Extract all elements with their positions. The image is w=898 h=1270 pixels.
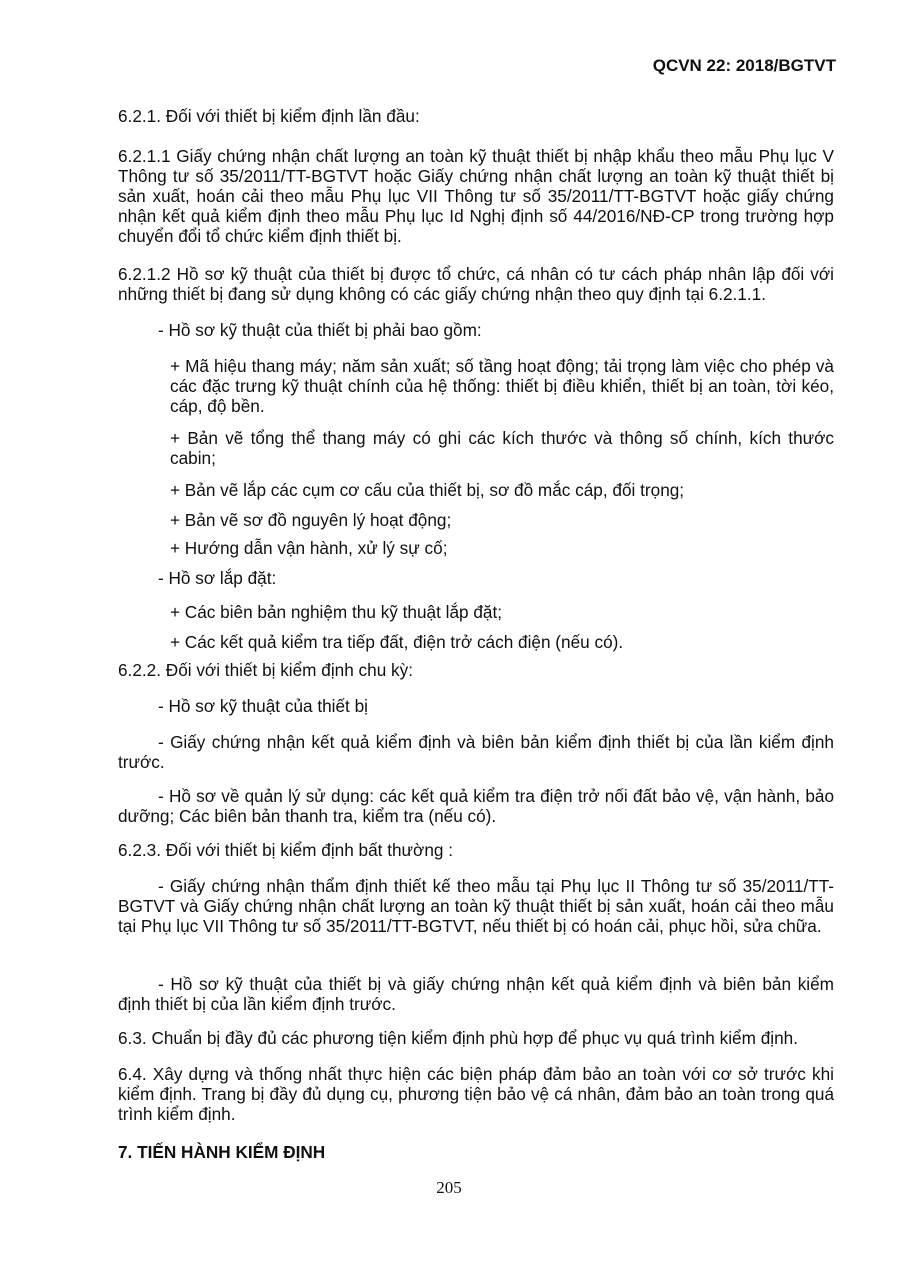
section-6-2-1: 6.2.1. Đối với thiết bị kiểm định lần đầu: — [118, 106, 420, 126]
section-6-4: 6.4. Xây dựng và thống nhất thực hiện các biện pháp đảm bảo an toàn với cơ sở trước khi kiểm định. Trang bị đầy đủ dụng cụ, phương tiện bảo vệ cá nhân, đảm bảo an toàn trong quá trình kiểm định. — [118, 1064, 834, 1124]
list-item-installation-docs: - Hồ sơ lắp đặt: — [158, 568, 277, 588]
list-item-usage-records: - Hồ sơ về quản lý sử dụng: các kết quả kiểm tra điện trở nối đất bảo vệ, vận hành, bảo dưỡng; Các biên bản thanh tra, kiểm tra (nếu có). — [118, 786, 834, 826]
list-item-operation-guide: + Hướng dẫn vận hành, xử lý sự cố; — [170, 538, 448, 558]
list-item-lift-specs: + Mã hiệu thang máy; năm sản xuất; số tầng hoạt động; tải trọng làm việc cho phép và các đặc trưng kỹ thuật chính của hệ thống: thiết bị điều khiển, thiết bị an toàn, tời kéo, cáp, độ bền. — [170, 356, 834, 416]
list-item-design-certificate: - Giấy chứng nhận thẩm định thiết kế theo mẫu tại Phụ lục II Thông tư số 35/2011/TT-BGTVT và Giấy chứng nhận chất lượng an toàn kỹ thuật thiết bị sản xuất, hoán cải theo mẫu tại Phụ lục VII Thông tư số 35/2011/TT-BGTVT, nếu thiết bị có hoán cải, phục hồi, sửa chữa. — [118, 876, 834, 936]
list-item-assembly-drawing: + Bản vẽ lắp các cụm cơ cấu của thiết bị, sơ đồ mắc cáp, đối trọng; — [170, 480, 685, 500]
list-item-schematic: + Bản vẽ sơ đồ nguyên lý hoạt động; — [170, 510, 452, 530]
section-6-3: 6.3. Chuẩn bị đầy đủ các phương tiện kiểm định phù hợp để phục vụ quá trình kiểm định. — [118, 1028, 798, 1048]
paragraph-6-2-1-1: 6.2.1.1 Giấy chứng nhận chất lượng an toàn kỹ thuật thiết bị nhập khẩu theo mẫu Phụ lục V Thông tư số 35/2011/TT-BGTVT hoặc Giấy chứng nhận chất lượng an toàn kỹ thuật thiết bị sản xuất, hoán cải theo mẫu Phụ lục VII Thông tư số 35/2011/TT-BGTVT hoặc giấy chứng nhận kết quả kiểm định theo mẫu Phụ lục Id Nghị định số 44/2016/NĐ-CP trong trường hợp chuyển đổi tổ chức kiểm định thiết bị. — [118, 146, 834, 246]
document-code-header: QCVN 22: 2018/BGTVT — [652, 56, 836, 75]
section-7-heading: 7. TIẾN HÀNH KIỂM ĐỊNH — [118, 1142, 326, 1162]
list-item-acceptance-records: + Các biên bản nghiệm thu kỹ thuật lắp đặt; — [170, 602, 503, 622]
section-6-2-3: 6.2.3. Đối với thiết bị kiểm định bất thường : — [118, 840, 453, 860]
section-6-2-2: 6.2.2. Đối với thiết bị kiểm định chu kỳ: — [118, 660, 413, 680]
list-item-grounding-tests: + Các kết quả kiểm tra tiếp đất, điện trở cách điện (nếu có). — [170, 632, 624, 652]
list-item-periodic-technical-docs: - Hồ sơ kỹ thuật của thiết bị — [158, 696, 368, 716]
list-item-general-drawing: + Bản vẽ tổng thể thang máy có ghi các kích thước và thông số chính, kích thước cabin; — [170, 428, 834, 468]
page-number: 205 — [436, 1178, 462, 1197]
list-item-previous-certificate: - Giấy chứng nhận kết quả kiểm định và biên bản kiểm định thiết bị của lần kiểm định trước. — [118, 732, 834, 772]
list-item-technical-docs: - Hồ sơ kỹ thuật của thiết bị phải bao gồm: — [158, 320, 482, 340]
list-item-irregular-technical-docs: - Hồ sơ kỹ thuật của thiết bị và giấy chứng nhận kết quả kiểm định và biên bản kiểm định thiết bị của lần kiểm định trước. — [118, 974, 834, 1014]
paragraph-6-2-1-2: 6.2.1.2 Hồ sơ kỹ thuật của thiết bị được tổ chức, cá nhân có tư cách pháp nhân lập đối với những thiết bị đang sử dụng không có các giấy chứng nhận theo quy định tại 6.2.1.1. — [118, 264, 834, 304]
